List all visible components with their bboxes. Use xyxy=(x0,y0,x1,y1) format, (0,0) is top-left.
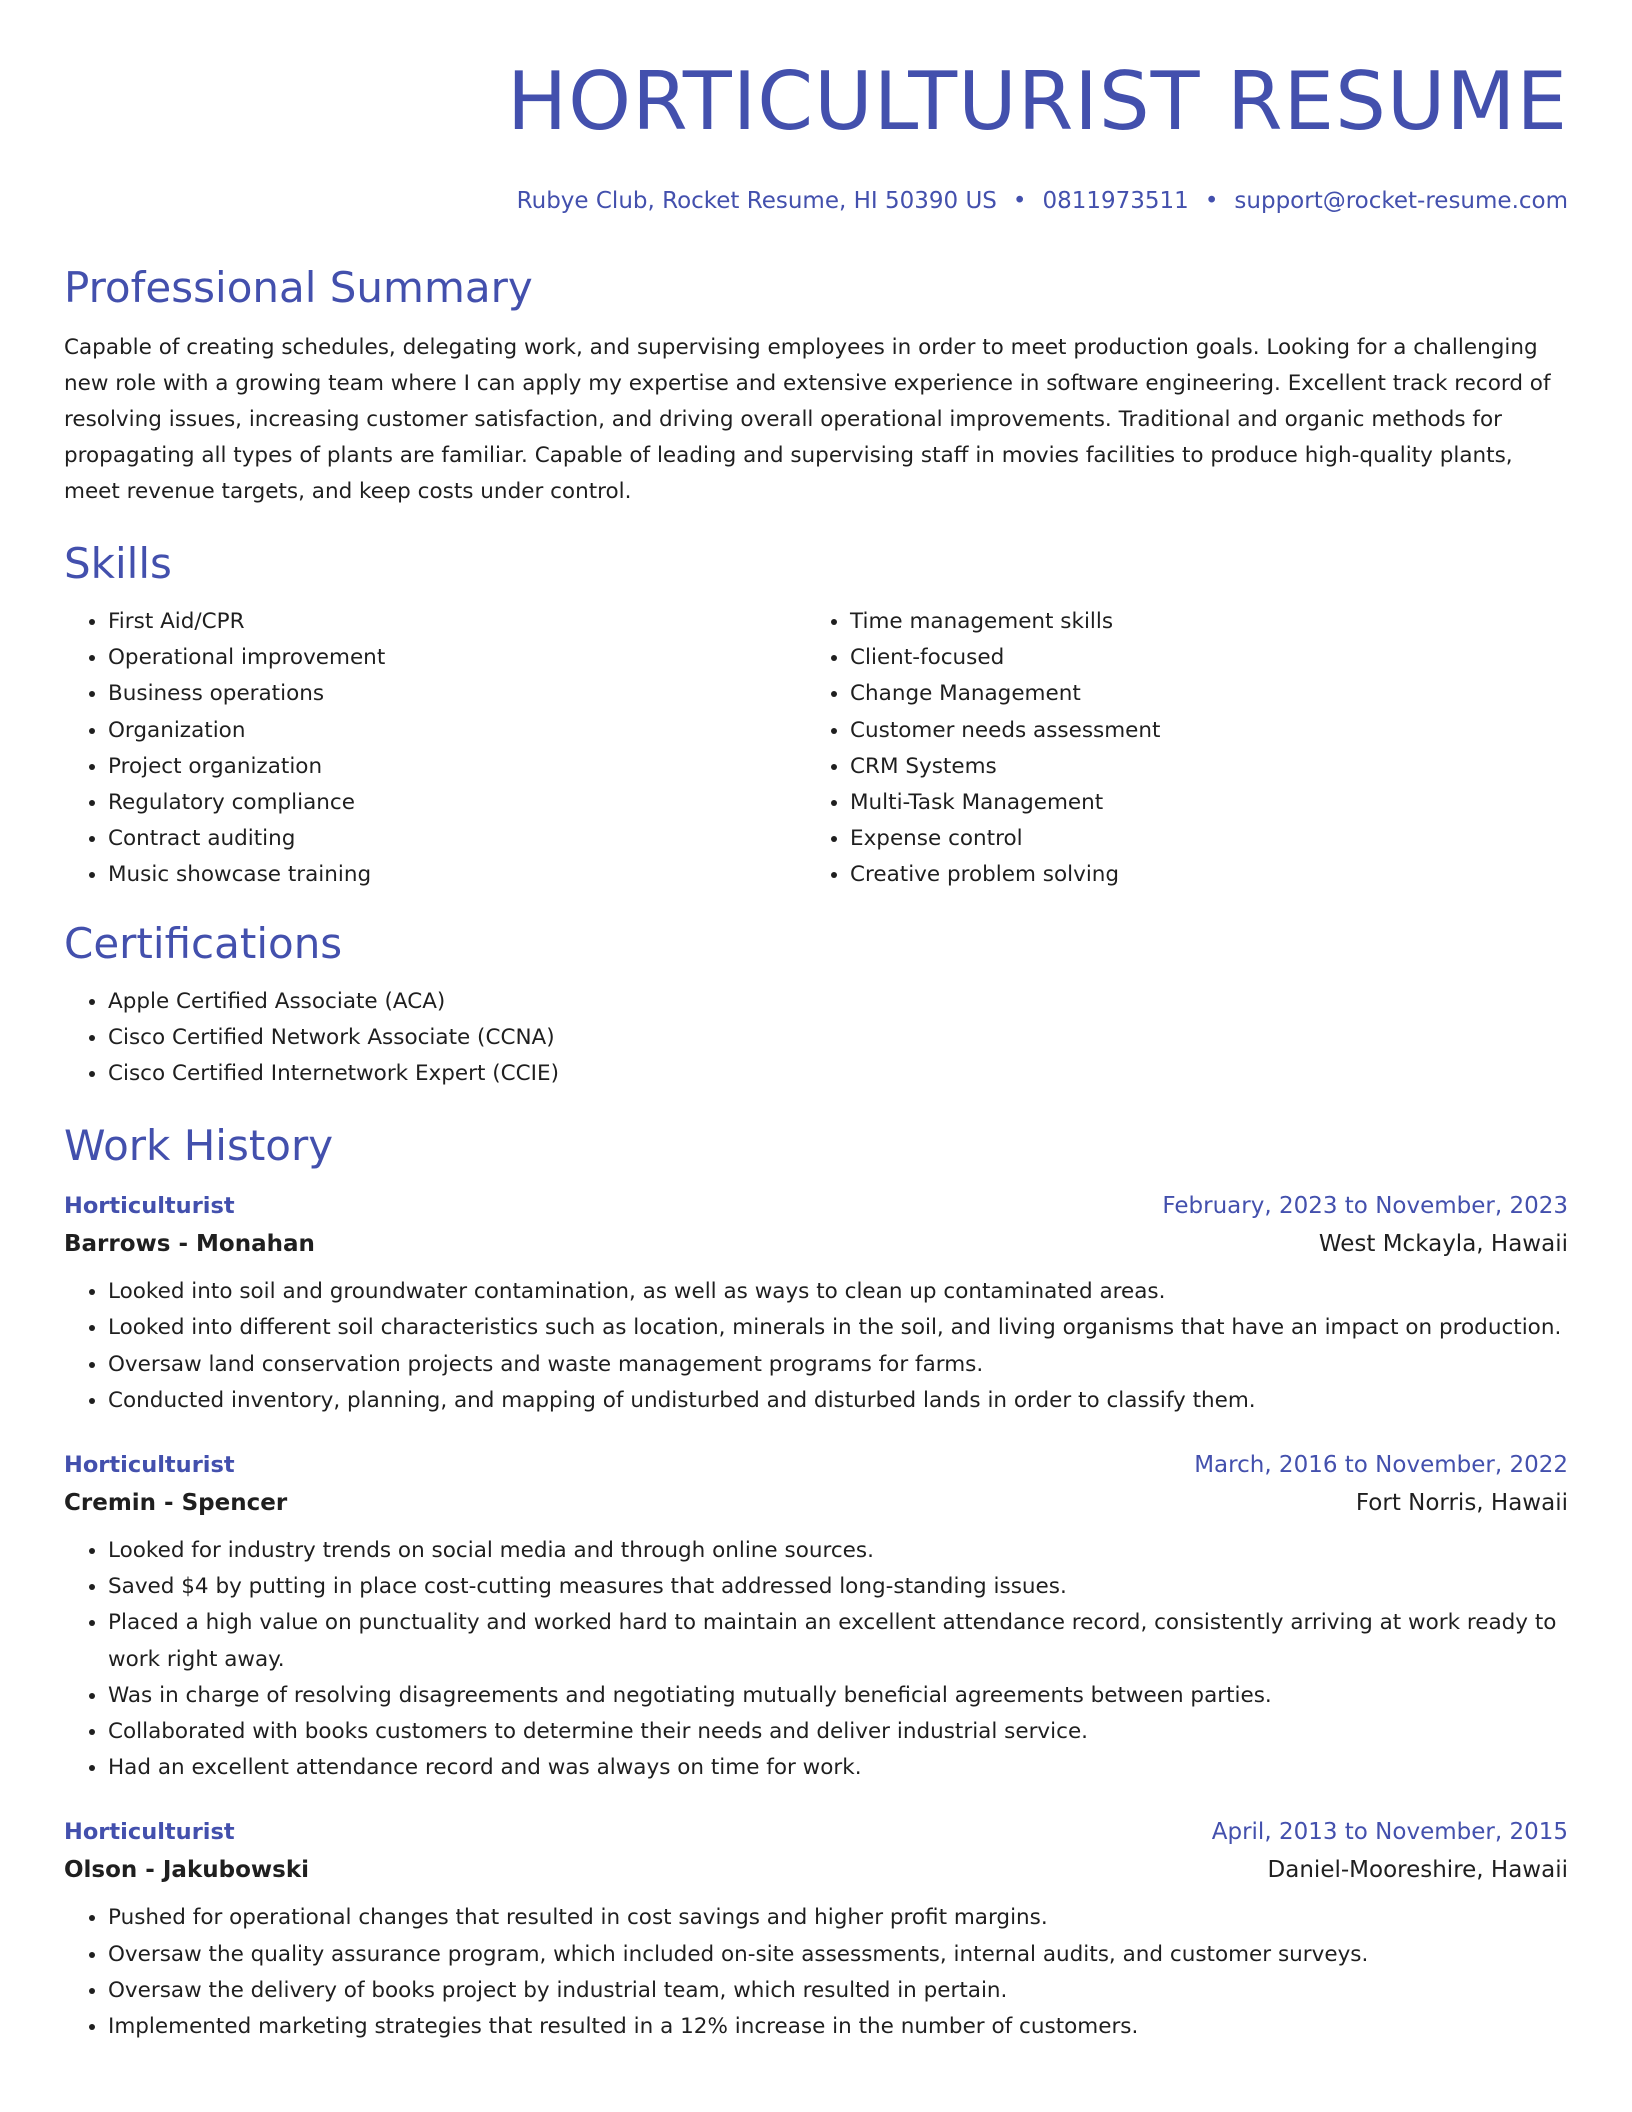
job-company-row xyxy=(64,1483,1568,1523)
skill-item: • Creative problem solving xyxy=(850,857,1548,893)
contact-phone: 0811973511 xyxy=(1042,188,1189,214)
certifications-heading: Certifications xyxy=(64,918,343,968)
skill-item: • Contract auditing xyxy=(108,821,806,857)
contact-separator: • xyxy=(1204,188,1219,214)
job-company: Cremin - Spencer xyxy=(64,1490,288,1517)
job-bullet: • Placed a high value on punctuality and worked hard to maintain an excellent attendance record, consistently arriving at work ready to work right away. xyxy=(108,1605,1568,1677)
skill-item: • Business operations xyxy=(108,676,806,712)
job-bullet: • Oversaw the quality assurance program, which included on-site assessments, internal audits, and customer surveys. xyxy=(108,1937,1568,1973)
skill-item: • Client-focused xyxy=(850,640,1548,676)
resume-header xyxy=(64,0,1568,216)
skill-item: • Expense control xyxy=(850,821,1548,857)
skill-item: • Music showcase training xyxy=(108,857,806,893)
job-location: Daniel-Mooreshire, Hawaii xyxy=(1267,1857,1568,1884)
job-location: Fort Norris, Hawaii xyxy=(1355,1490,1568,1517)
job-bullets xyxy=(64,1274,1568,1419)
job-bullet: • Collaborated with books customers to determine their needs and deliver industrial service. xyxy=(108,1714,1568,1750)
certification-item: • Apple Certified Associate (ACA) xyxy=(108,984,1568,1020)
job-dates: February, 2023 to November, 2023 xyxy=(1162,1193,1568,1220)
skill-item: • Customer needs assessment xyxy=(850,713,1548,749)
job-title: Horticulturist xyxy=(64,1819,235,1846)
job-company-row xyxy=(64,1224,1568,1264)
job-bullet: • Looked into soil and groundwater contamination, as well as ways to clean up contaminated areas. xyxy=(108,1274,1568,1310)
job-title: Horticulturist xyxy=(64,1193,235,1220)
job-bullets xyxy=(64,1533,1568,1786)
summary-heading: Professional Summary xyxy=(64,263,533,312)
work-history-heading: Work History xyxy=(64,1121,334,1171)
certification-item: • Cisco Certified Network Associate (CCNA) xyxy=(108,1020,1568,1056)
skill-item: • Organization xyxy=(108,713,806,749)
job-bullet: • Looked for industry trends on social media and through online sources. xyxy=(108,1533,1568,1569)
summary-text: Capable of creating schedules, delegating work, and supervising employees in order to meet production goals. Looking for a challenging new role with a growing team where I can apply my expertise and extensive experience in software engineering. Excellent track record of resolving issues, increasing customer satisfaction, and driving overall operational improvements. Traditional and organic methods for propagating all types of plants are familiar. Capable of leading and supervising staff in movies facilities to produce high-quality plants, meet revenue targets, and keep costs under control. xyxy=(64,335,1551,504)
skill-item: • First Aid/CPR xyxy=(108,604,806,640)
job-bullet: • Looked into different soil characteristics such as location, minerals in the soil, and living organisms that have an impact on production. xyxy=(108,1310,1568,1346)
skills-column-right xyxy=(806,604,1548,894)
skill-item: • Project organization xyxy=(108,749,806,785)
skill-item: • Time management skills xyxy=(850,604,1548,640)
skill-item: • Regulatory compliance xyxy=(108,785,806,821)
job-bullet: • Saved $4 by putting in place cost-cutting measures that addressed long-standing issues. xyxy=(108,1569,1568,1605)
job-bullet: • Oversaw the delivery of books project by industrial team, which resulted in pertain. xyxy=(108,1973,1568,2009)
job-bullet: • Was in charge of resolving disagreements and negotiating mutually beneficial agreements between parties. xyxy=(108,1678,1568,1714)
job-dates: April, 2013 to November, 2015 xyxy=(1211,1819,1568,1846)
skills-column-left xyxy=(64,604,806,894)
skill-item: • CRM Systems xyxy=(850,749,1548,785)
job-title: Horticulturist xyxy=(64,1452,235,1479)
job-bullet: • Implemented marketing strategies that resulted in a 12% increase in the number of customers. xyxy=(108,2009,1568,2045)
skill-item: • Multi-Task Management xyxy=(850,785,1548,821)
job-entry xyxy=(64,1188,1568,1419)
contact-line xyxy=(64,186,1568,216)
contact-address: Rubye Club, Rocket Resume, HI 50390 US xyxy=(516,188,997,214)
job-location: West Mckayla, Hawaii xyxy=(1318,1231,1568,1258)
job-bullet: • Pushed for operational changes that resulted in cost savings and higher profit margins. xyxy=(108,1900,1568,1936)
job-dates: March, 2016 to November, 2022 xyxy=(1194,1452,1568,1479)
job-bullet: • Had an excellent attendance record and was always on time for work. xyxy=(108,1750,1568,1786)
job-company: Barrows - Monahan xyxy=(64,1231,315,1258)
certification-item: • Cisco Certified Internetwork Expert (CCIE) xyxy=(108,1056,1568,1092)
job-entry xyxy=(64,1814,1568,2045)
job-company: Olson - Jakubowski xyxy=(64,1857,309,1884)
job-bullet: • Conducted inventory, planning, and mapping of undisturbed and disturbed lands in order to classify them. xyxy=(108,1383,1568,1419)
job-title-row xyxy=(64,1188,1568,1224)
resume-title: HORTICULTURIST RESUME xyxy=(506,55,1568,148)
job-title-row xyxy=(64,1814,1568,1850)
skills-heading: Skills xyxy=(64,539,172,588)
certifications-list xyxy=(64,984,1568,1093)
contact-email[interactable]: support@rocket-resume.com xyxy=(1234,188,1568,214)
skill-item: • Change Management xyxy=(850,676,1548,712)
contact-separator: • xyxy=(1012,188,1027,214)
job-bullets xyxy=(64,1900,1568,2045)
skills-list xyxy=(64,604,1568,894)
job-bullet: • Oversaw land conservation projects and waste management programs for farms. xyxy=(108,1347,1568,1383)
job-company-row xyxy=(64,1850,1568,1890)
job-entry xyxy=(64,1447,1568,1786)
job-title-row xyxy=(64,1447,1568,1483)
skill-item: • Operational improvement xyxy=(108,640,806,676)
